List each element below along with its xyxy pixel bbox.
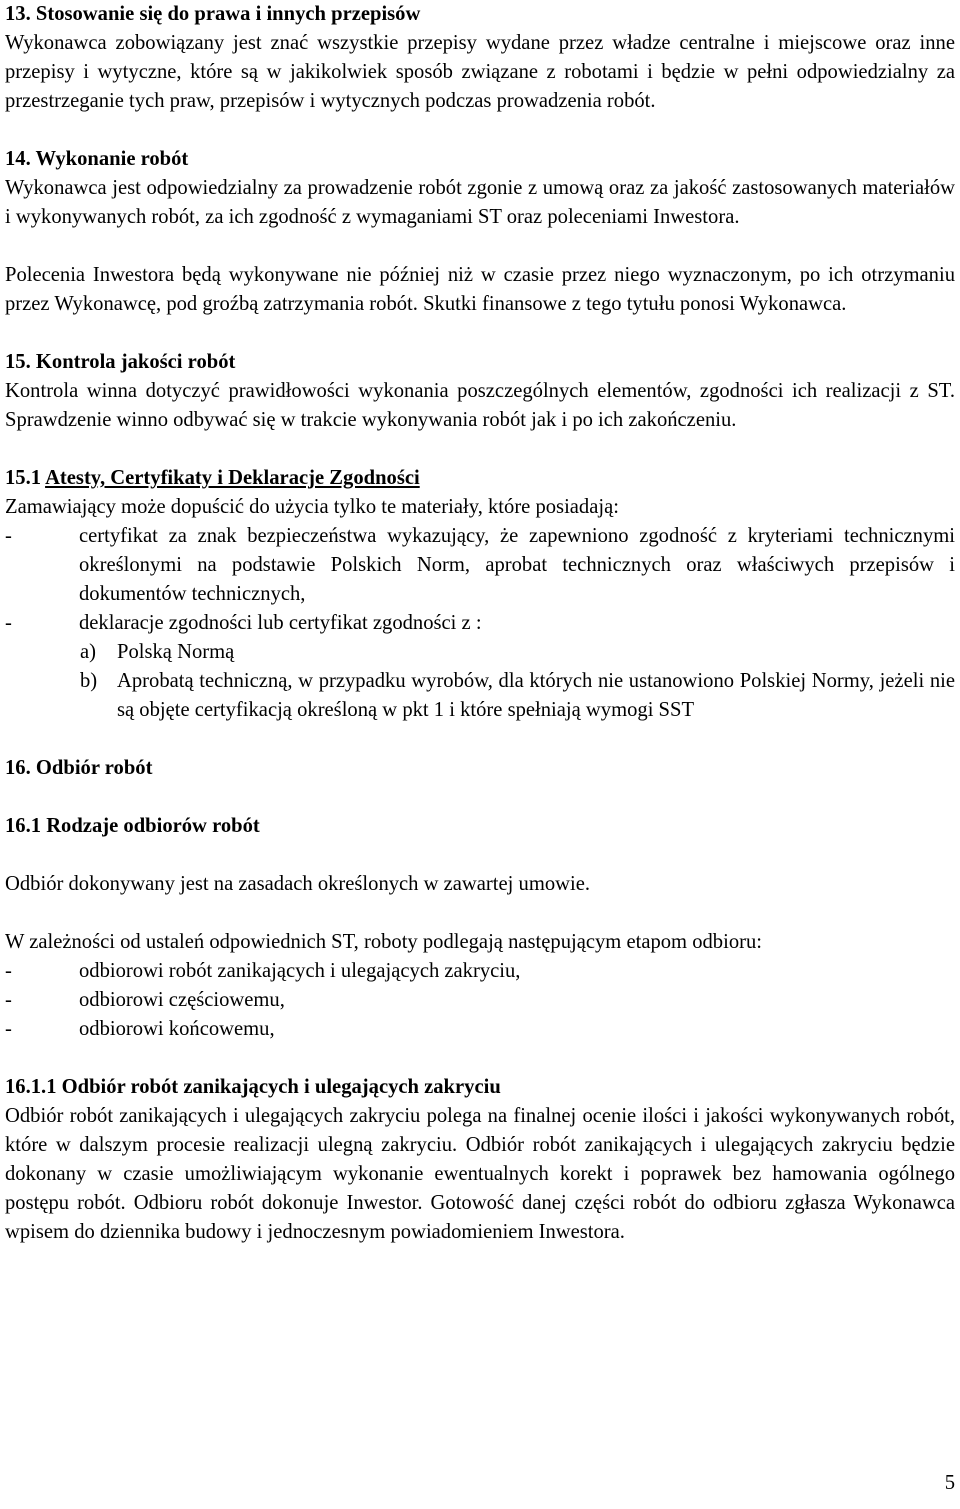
section-14-heading: 14. Wykonanie robót xyxy=(5,148,189,170)
list-item xyxy=(5,1015,955,1044)
page-number: 5 xyxy=(944,1472,955,1494)
list-bullet: - xyxy=(5,989,12,1011)
section-13-heading: 13. Stosowanie się do prawa i innych przepisów xyxy=(5,3,421,25)
list-item xyxy=(5,667,955,725)
list-marker: a) xyxy=(80,641,96,663)
list-item-text: odbiorowi robót zanikających i ulegających zakryciu, xyxy=(79,960,521,982)
list-item xyxy=(5,522,955,609)
section-15-paragraph: Kontrola winna dotyczyć prawidłowości wykonania poszczególnych elementów, zgodności ich realizacji z ST. Sprawdzenie winno odbywać się w trakcie wykonywania robót jak i po ich zakończeniu. xyxy=(5,380,955,431)
list-item xyxy=(5,986,955,1015)
section-15-1-title: Atesty, Certyfikaty i Deklaracje Zgodności xyxy=(45,467,420,489)
section-16-1-1-heading: 16.1.1 Odbiór robót zanikających i ulegających zakryciu xyxy=(5,1076,501,1098)
list-marker: b) xyxy=(80,670,98,692)
list-item-text: odbiorowi końcowemu, xyxy=(79,1018,275,1040)
section-16-1-paragraph-1: Odbiór dokonywany jest na zasadach określonych w zawartej umowie. xyxy=(5,873,591,895)
section-16-1-heading: 16.1 Rodzaje odbiorów robót xyxy=(5,815,260,837)
list-item-text: certyfikat za znak bezpieczeństwa wykazujący, że zapewniono zgodność z kryteriami technicznymi określonymi na podstawie Polskich Norm, aprobat technicznych oraz właściwych przepisów i dokumentów technicznych, xyxy=(79,525,955,605)
list-bullet: - xyxy=(5,612,12,634)
section-14-paragraph-1: Wykonawca jest odpowiedzialny za prowadzenie robót zgonie z umową oraz za jakość zastosowanych materiałów i wykonywanych robót, za ich zgodność z wymaganiami ST oraz poleceniami Inwestora. xyxy=(5,177,955,228)
list-item xyxy=(5,957,955,986)
section-16-1-paragraph-2: W zależności od ustaleń odpowiednich ST, roboty podlegają następującym etapom odbioru: xyxy=(5,931,763,953)
section-14-paragraph-2: Polecenia Inwestora będą wykonywane nie później niż w czasie przez niego wyznaczonym, po ich otrzymaniu przez Wykonawcę, pod groźbą zatrzymania robót. Skutki finansowe z tego tytułu ponosi Wykonawca. xyxy=(5,264,955,315)
section-15-1-heading xyxy=(5,464,955,493)
list-item xyxy=(5,609,955,638)
list-bullet: - xyxy=(5,1018,12,1040)
section-16-1-bullet-list xyxy=(5,957,955,1044)
section-15-heading: 15. Kontrola jakości robót xyxy=(5,351,236,373)
list-item xyxy=(5,638,955,667)
list-bullet: - xyxy=(5,525,12,547)
section-16-heading: 16. Odbiór robót xyxy=(5,757,153,779)
list-bullet: - xyxy=(5,960,12,982)
section-13-paragraph: Wykonawca zobowiązany jest znać wszystkie przepisy wydane przez władze centralne i miejscowe oraz inne przepisy i wytyczne, które są w jakikolwiek sposób związane z robotami i będzie w pełni odpowiedzialny za przestrzeganie tych praw, przepisów i wytycznych podczas prowadzenia robót. xyxy=(5,32,955,112)
document-page xyxy=(5,0,955,1247)
list-item-text: Polską Normą xyxy=(117,641,235,663)
section-16-1-1-paragraph: Odbiór robót zanikających i ulegających zakryciu polega na finalnej ocenie ilości i jakości wykonywanych robót, które w dalszym procesie realizacji ulegną zakryciu. Odbiór robót zanikających i ulegających zakryciu będzie dokonany w czasie umożliwiającym wykonanie ewentualnych korekt i poprawek bez hamowania ogólnego postępu robót. Odbioru robót dokonuje Inwestor. Gotowość danej części robót do odbioru zgłasza Wykonawca wpisem do dziennika budowy i jednoczesnym powiadomieniem Inwestora. xyxy=(5,1105,955,1243)
section-15-1-intro: Zamawiający może dopuścić do użycia tylko te materiały, które posiadają: xyxy=(5,496,619,518)
section-15-1-sub-list xyxy=(5,638,955,725)
list-item-text: deklaracje zgodności lub certyfikat zgodności z : xyxy=(79,612,482,634)
list-item-text: odbiorowi częściowemu, xyxy=(79,989,285,1011)
section-15-1-number: 15.1 xyxy=(5,467,42,489)
list-item-text: Aprobatą techniczną, w przypadku wyrobów, dla których nie ustanowiono Polskiej Normy, jeżeli nie są objęte certyfikacją określoną w pkt 1 i które spełniają wymogi SST xyxy=(117,670,955,721)
section-15-1-bullet-list xyxy=(5,522,955,638)
